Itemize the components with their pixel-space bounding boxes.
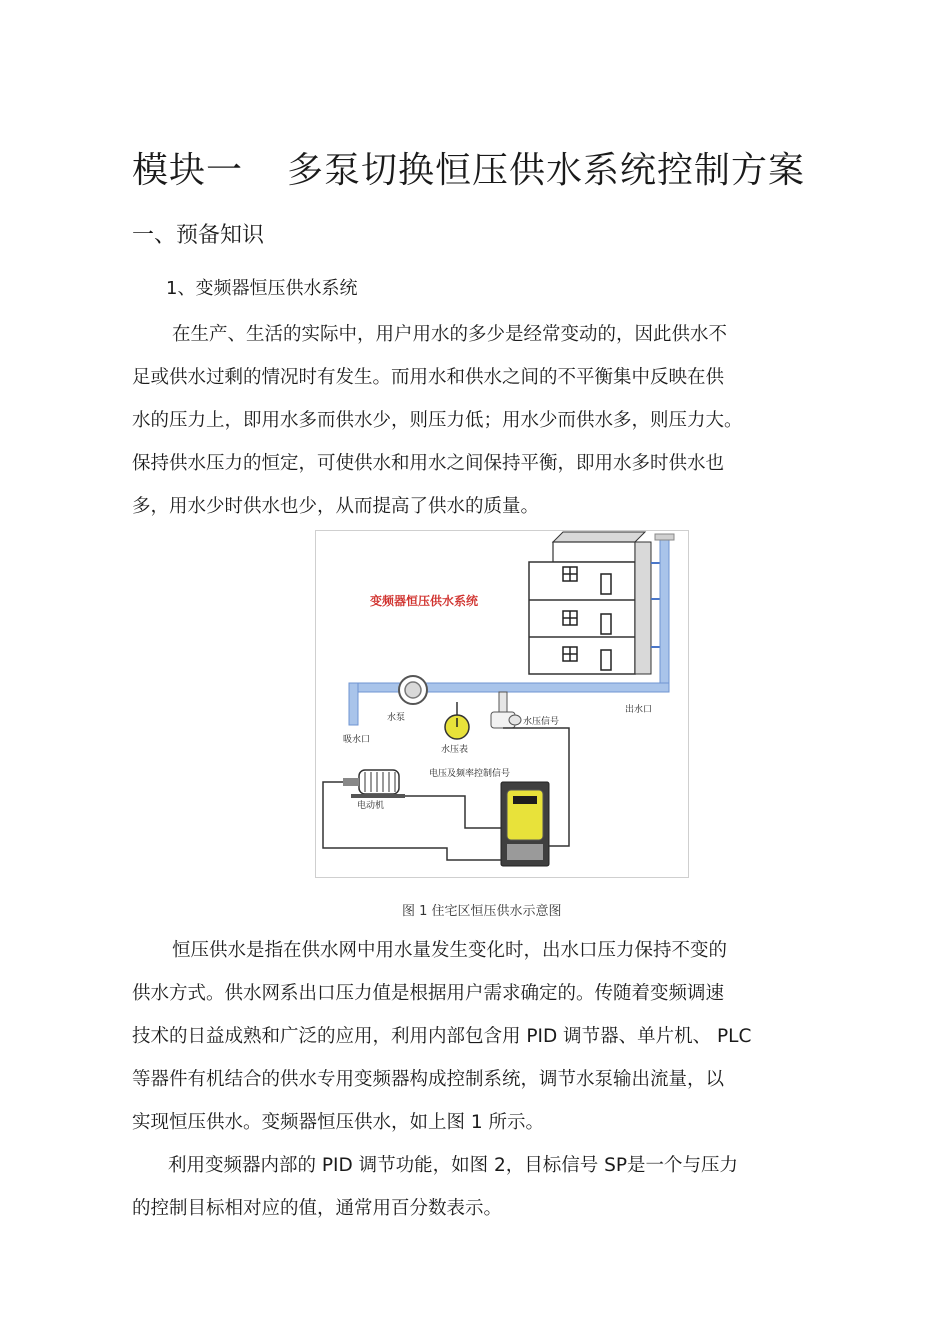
paragraph-line: 多，用水少时供水也少，从而提高了供水的质量。 <box>132 496 540 517</box>
paragraph-line: 恒压供水是指在供水网中用水量发生变化时，出水口压力保持不变的 <box>172 940 728 961</box>
figure-caption: 图 1 住宅区恒压供水示意图 <box>402 904 562 919</box>
paragraph-line: 等器件有机结合的供水专用变频器构成控制系统，调节水泵输出流量，以 <box>132 1069 725 1090</box>
pump-label: 水泵 <box>387 713 406 723</box>
motor-label: 电动机 <box>357 801 385 811</box>
diagram-title: 变频器恒压供水系统 <box>370 594 479 608</box>
outlet-label: 出水口 <box>625 705 653 715</box>
inlet-label: 吸水口 <box>343 735 371 745</box>
water-supply-diagram <box>315 530 689 878</box>
paragraph-line: 在生产、生活的实际中，用户用水的多少是经常变动的，因此供水不 <box>172 324 728 345</box>
pump-graphic <box>399 676 427 704</box>
paragraph-line: 保持供水压力的恒定，可使供水和用水之间保持平衡，即用水多时供水也 <box>132 453 725 474</box>
inverter-graphic <box>501 782 549 866</box>
subsection-heading: 1、变频器恒压供水系统 <box>166 278 358 299</box>
paragraph-line: 供水方式。供水网系出口压力值是根据用户需求确定的。传随着变频调速 <box>132 983 725 1004</box>
gauge-label: 水压表 <box>441 745 469 755</box>
paragraph-line: 的控制目标相对应的值，通常用百分数表示。 <box>132 1198 503 1219</box>
paragraph-line: 实现恒压供水。变频器恒压供水，如上图 1 所示。 <box>132 1112 545 1133</box>
pressure-signal-label: 水压信号 <box>523 717 560 727</box>
paragraph-line: 足或供水过剩的情况时有发生。而用水和供水之间的不平衡集中反映在供 <box>132 367 725 388</box>
page-title: 模块一 多泵切换恒压供水系统控制方案 <box>132 150 806 191</box>
paragraph-line: 技术的日益成熟和广泛的应用，利用内部包含用 PID 调节器、单片机、 PLC <box>132 1026 752 1047</box>
paragraph-line: 水的压力上，即用水多而供水少，则压力低；用水少而供水多，则压力大。 <box>132 410 743 431</box>
section-heading: 一、预备知识 <box>132 223 265 248</box>
paragraph-line: 利用变频器内部的 PID 调节功能，如图 2，目标信号 SP是一个与压力 <box>168 1155 739 1176</box>
control-signal-label: 电压及频率控制信号 <box>429 769 511 779</box>
